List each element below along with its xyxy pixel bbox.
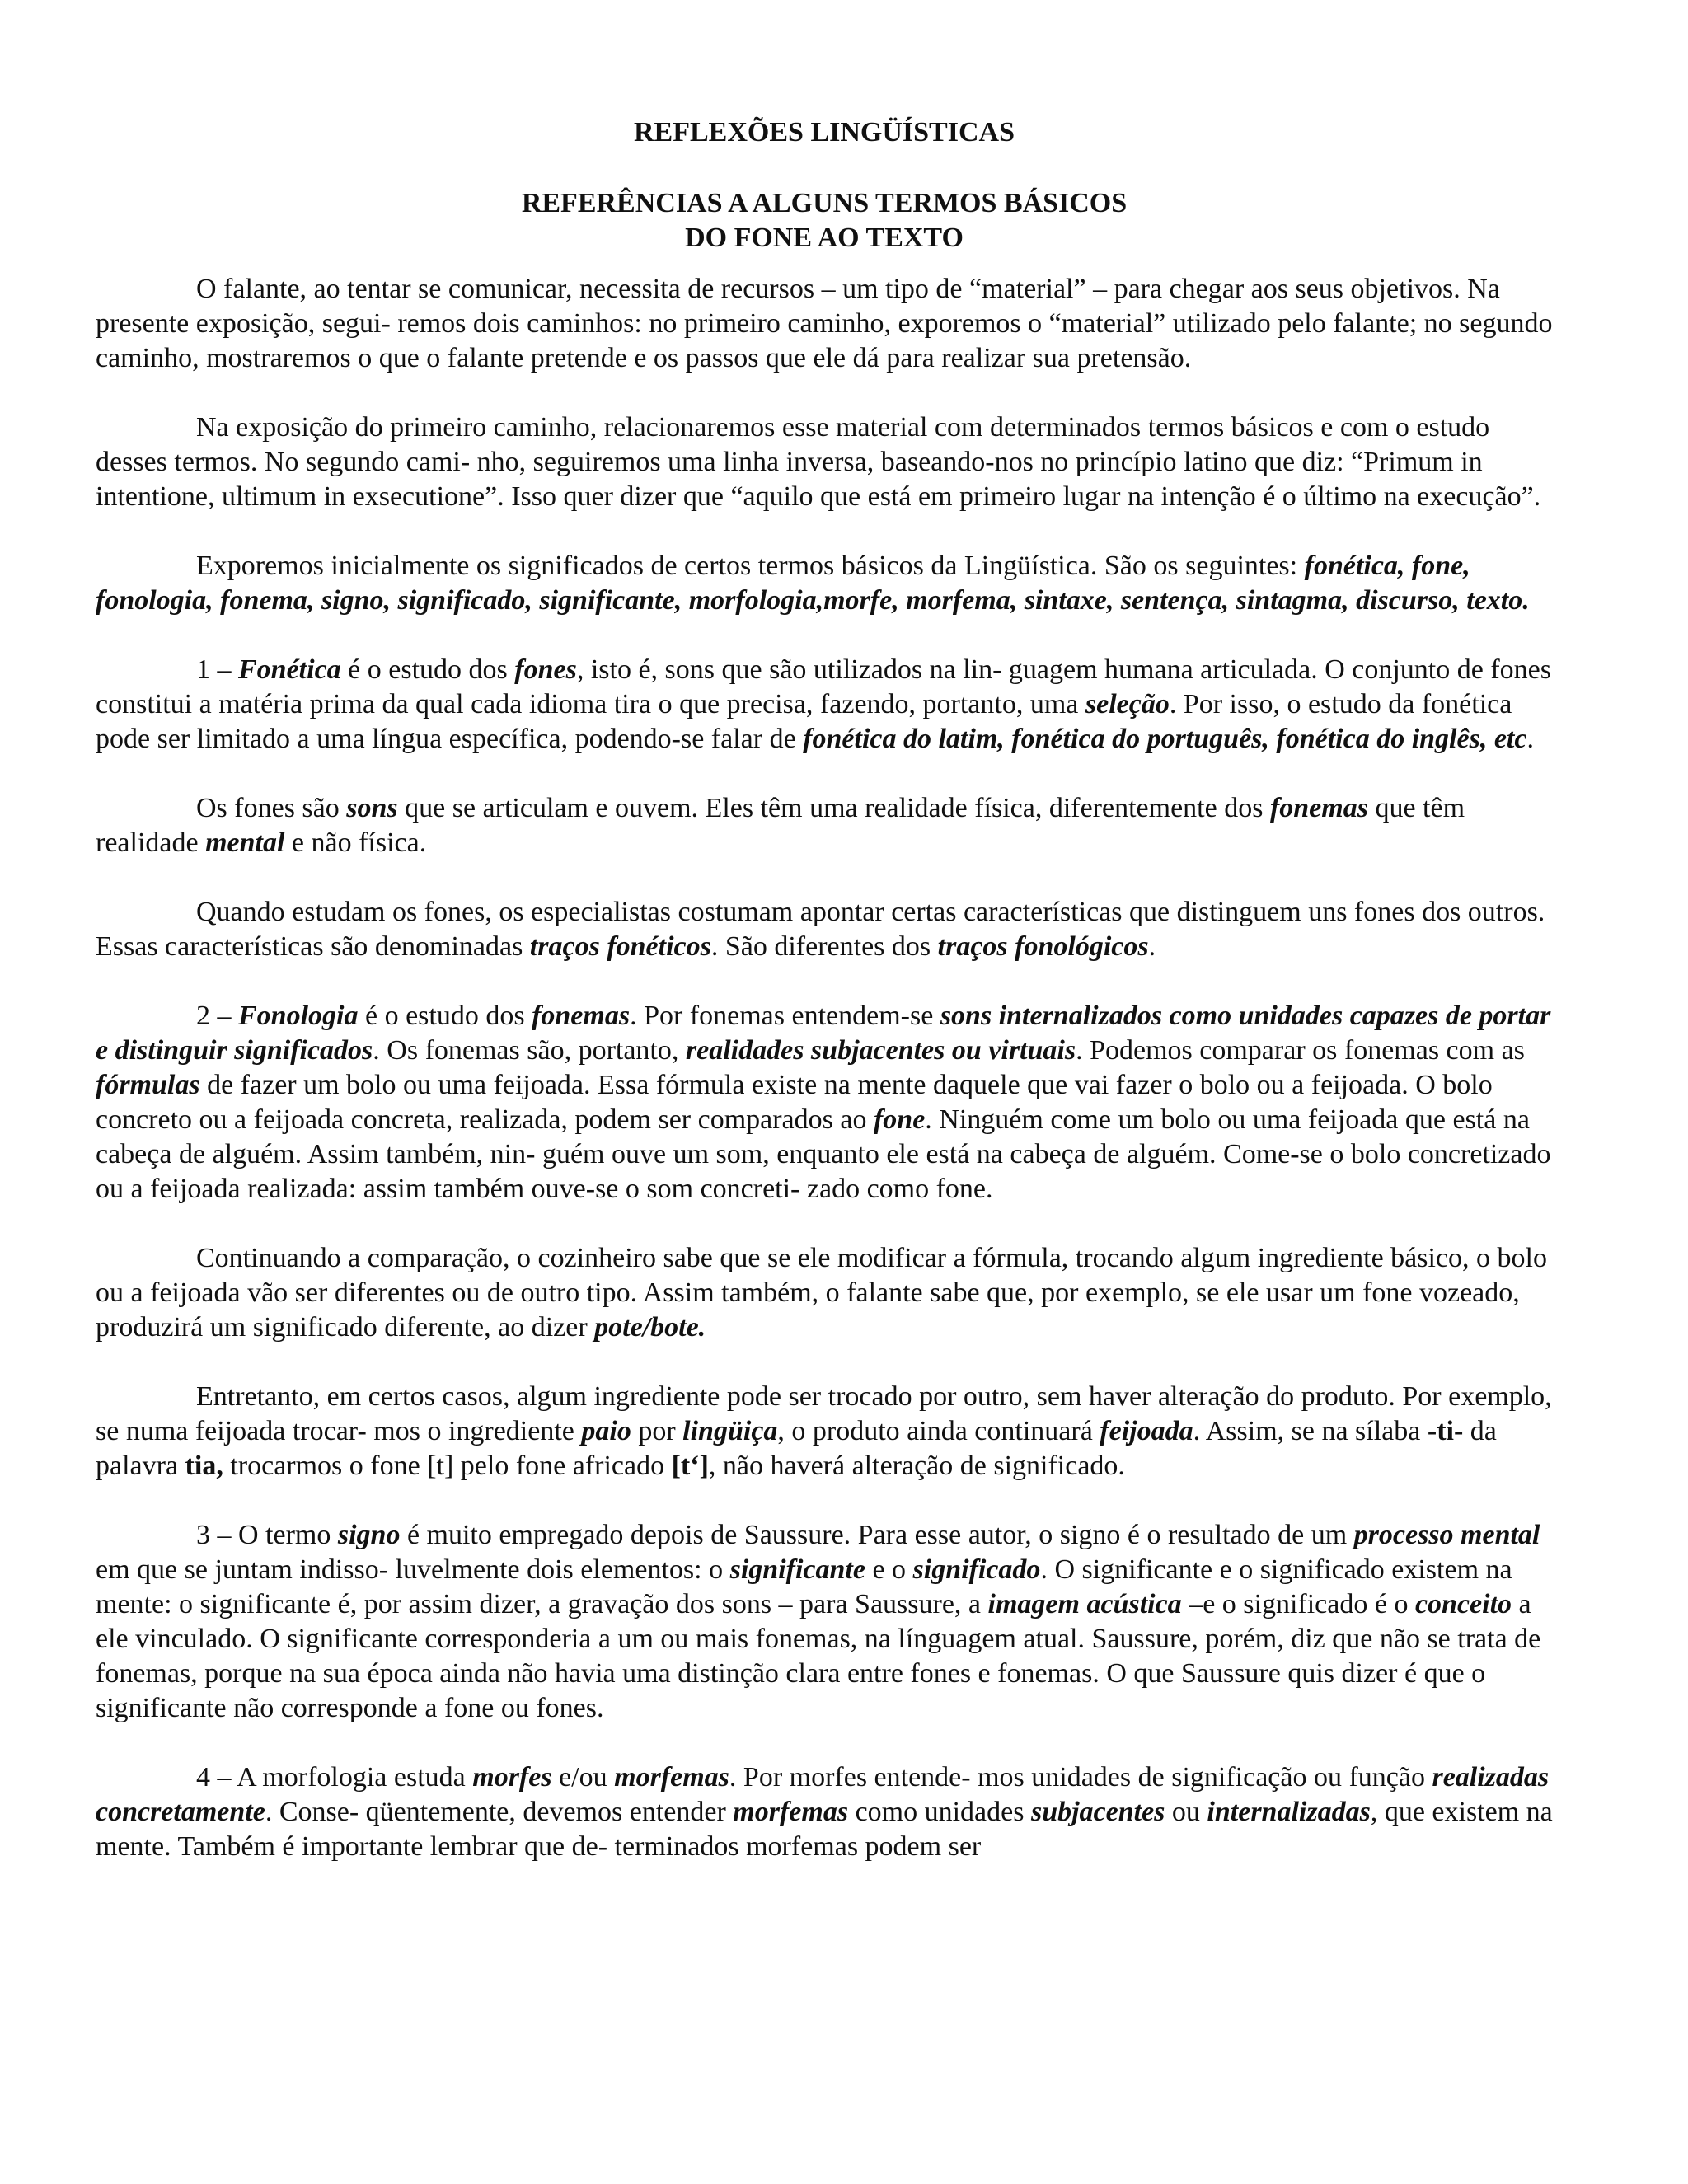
text-run: Entretanto, em certos casos, algum ingrediente pode ser trocado por outro, sem haver alteração do produto. Por exemplo, se numa feijoada trocar- mos o ingrediente (96, 1381, 1552, 1446)
emphasis-term: Fonética (238, 654, 341, 685)
text-run: . Podemos comparar os fonemas com as (1076, 1035, 1525, 1066)
text-run: , que existem na mente. Também é importante lembrar que de- terminados morfemas podem ser (96, 1797, 1553, 1862)
emphasis-term-list: fonética, fone, fonologia, fonema, signo, significado, significante, morfologia,morfe, morfema, sintaxe, sentença, sintagma, discurso, texto. (96, 551, 1530, 616)
text-run: que se articulam e ouvem. Eles têm uma realidade física, diferentemente dos (397, 793, 1270, 823)
text-run: Os fones são (196, 793, 347, 823)
emphasis-term: significado (912, 1554, 1041, 1585)
text-run: é muito empregado depois de Saussure. Para esse autor, o signo é o resultado de um (400, 1520, 1354, 1550)
emphasis-term: Fonologia (238, 1001, 359, 1031)
emphasis-term: morfemas (733, 1797, 849, 1827)
emphasis-term: fonemas (532, 1001, 631, 1031)
text-run: em que se juntam indisso- luvelmente dois elementos: o (96, 1554, 730, 1585)
paragraph-intro: O falante, ao tentar se comunicar, necessita de recursos – um tipo de “material” – para chegar aos seus objetivos. Na presente exposição, segui- remos dois caminhos: no primeiro caminho, exporemos o “material” utilizado pelo falante; no segundo caminho, mostraremos o que o falante pretende e os passos que ele dá para realizar sua pretensão. (96, 274, 1553, 373)
paragraph-first-path: Na exposição do primeiro caminho, relacionaremos esse material com determinados termos básicos e com o estudo desses termos. No segundo cami- nho, seguiremos uma linha inversa, baseando-nos no princípio latino que diz: “Primum in intentione, ultimum in exsecutione”. Isso quer dizer que “aquilo que está em primeiro lugar na intenção é o último na execução”. (96, 412, 1541, 512)
emphasis-term: internalizadas (1207, 1797, 1371, 1827)
text-run: Quando estudam os fones, os especialistas costumam apontar certas características que distinguem uns fones dos outros. Essas características são denominadas (96, 897, 1545, 962)
text-run: trocarmos o fone [t] pelo fone africado (223, 1451, 672, 1481)
text-run: –e o significado é o (1181, 1589, 1415, 1619)
bold-term: [t‘] (671, 1451, 709, 1481)
text-run: . Ninguém come um bolo ou uma feijoada que está na cabeça de alguém. Assim também, nin- guém ouve um som, enquanto ele está na cabeça de alguém. Come-se o bolo concretizado ou a feijoada realizada: assim também ouve-se o som concreti- zado como fone. (96, 1104, 1551, 1204)
text-run: é o estudo dos (358, 1001, 532, 1031)
emphasis-term: fonética do latim, fonética do português, fonética do inglês, etc (803, 724, 1527, 754)
text-run: . Conse- qüentemente, devemos entender (265, 1797, 734, 1827)
emphasis-term: fone (873, 1104, 926, 1135)
emphasis-term: seleção (1085, 689, 1170, 719)
document-subtitle (96, 186, 1553, 255)
bold-term: -ti- (1427, 1416, 1464, 1446)
emphasis-term: pote/bote. (594, 1312, 706, 1343)
paragraph-comparacao (96, 1241, 1553, 1345)
paragraph-fones-sons (96, 791, 1553, 860)
paragraph-signo (96, 1518, 1553, 1726)
subtitle-line-2: DO FONE AO TEXTO (685, 223, 964, 253)
text-run: . Por morfes entende- mos unidades de significação ou função (729, 1762, 1432, 1793)
text-run: por (631, 1416, 683, 1446)
paragraph-basic-terms (96, 549, 1553, 618)
text-run: . (1148, 931, 1156, 962)
emphasis-term: realidades subjacentes ou virtuais (685, 1035, 1076, 1066)
text-run: . (1526, 724, 1534, 754)
text-run: da palavra (96, 1416, 1497, 1481)
subtitle-line-1: REFERÊNCIAS A ALGUNS TERMOS BÁSICOS (521, 188, 1128, 218)
emphasis-term: sons internalizados como unidades capazes de portar e distinguir significados (96, 1001, 1551, 1066)
text-run: e o (865, 1554, 913, 1585)
text-run: Continuando a comparação, o cozinheiro sabe que se ele modificar a fórmula, trocando algum ingrediente básico, o bolo ou a feijoada vão ser diferentes ou de outro tipo. Assim também, o falante sabe que, por exemplo, se ele usar um fone vozeado, produzirá um significado diferente, ao dizer (96, 1243, 1547, 1343)
emphasis-term: traços fonéticos (529, 931, 711, 962)
paragraph-fonologia (96, 999, 1553, 1207)
paragraph-morfologia (96, 1760, 1553, 1864)
text-run: que têm realidade (96, 793, 1465, 858)
text-run: 1 – (196, 654, 238, 685)
text-run: . O significante e o significado existem na mente: o significante é, por assim dizer, a gravação dos sons – para Saussure, a (96, 1554, 1512, 1619)
emphasis-term: conceito (1414, 1589, 1512, 1619)
paragraph-ingrediente (96, 1380, 1553, 1483)
emphasis-term: fórmulas (96, 1070, 200, 1100)
text-run: 4 – A morfologia estuda (196, 1762, 473, 1793)
emphasis-term: feijoada (1100, 1416, 1193, 1446)
text-run: , não haverá alteração de significado. (708, 1451, 1125, 1481)
emphasis-term: fones (514, 654, 577, 685)
emphasis-term: paio (581, 1416, 631, 1446)
emphasis-term: fonemas (1269, 793, 1368, 823)
emphasis-term: significante (729, 1554, 865, 1585)
emphasis-term: subjacentes (1030, 1797, 1165, 1827)
paragraph-tracos (96, 895, 1553, 964)
text-run: como unidades (848, 1797, 1031, 1827)
emphasis-term: traços fonológicos (937, 931, 1149, 962)
text-run: de fazer um bolo ou uma feijoada. Essa fórmula existe na mente daquele que vai fazer o bolo ou a feijoada. O bolo concreto ou a feijoada concreta, realizada, podem ser comparados ao (96, 1070, 1493, 1135)
text-run: . Assim, se na sílaba (1193, 1416, 1428, 1446)
text-run: é o estudo dos (340, 654, 515, 685)
text-run: . Por isso, o estudo da fonética pode ser limitado a uma língua específica, podendo-se falar de (96, 689, 1512, 754)
text-run: e não física. (284, 827, 427, 858)
text-run: , isto é, sons que são utilizados na lin- guagem humana articulada. O conjunto de fones constitui a matéria prima da qual cada idioma tira o que precisa, fazendo, portanto, uma (96, 654, 1551, 719)
text-run: , o produto ainda continuará (777, 1416, 1100, 1446)
text-run: e/ou (551, 1762, 615, 1793)
text-run: a ele vinculado. O significante corresponderia a um ou mais fonemas, na línguagem atual. Saussure, porém, diz que não se trata de fonemas, porque na sua época ainda não havia uma distinção clara entre fones e fonemas. O que Saussure quis dizer é que o significante não corresponde a fone ou fones. (96, 1589, 1541, 1723)
emphasis-term: sons (346, 793, 398, 823)
emphasis-term: signo (337, 1520, 401, 1550)
text-run: ou (1165, 1797, 1207, 1827)
text-run: . São diferentes dos (710, 931, 938, 962)
emphasis-term: processo mental (1353, 1520, 1540, 1550)
emphasis-term: lingüiça (682, 1416, 778, 1446)
emphasis-term: mental (205, 827, 285, 858)
emphasis-term: realizadas concretamente (96, 1762, 1550, 1827)
text-run: 3 – O termo (196, 1520, 338, 1550)
bold-term: tia, (185, 1451, 223, 1481)
paragraph-fonetica (96, 653, 1553, 757)
emphasis-term: imagem acústica (987, 1589, 1182, 1619)
text-run: 2 – (196, 1001, 238, 1031)
text-run: . Os fonemas são, portanto, (373, 1035, 686, 1066)
text-run: Exporemos inicialmente os significados de certos termos básicos da Lingüística. São os seguintes: (196, 551, 1305, 581)
emphasis-term: morfes (472, 1762, 552, 1793)
emphasis-term: morfemas (614, 1762, 729, 1793)
document-title: REFLEXÕES LINGÜÍSTICAS (634, 117, 1015, 148)
text-run: . Por fonemas entendem-se (630, 1001, 940, 1031)
